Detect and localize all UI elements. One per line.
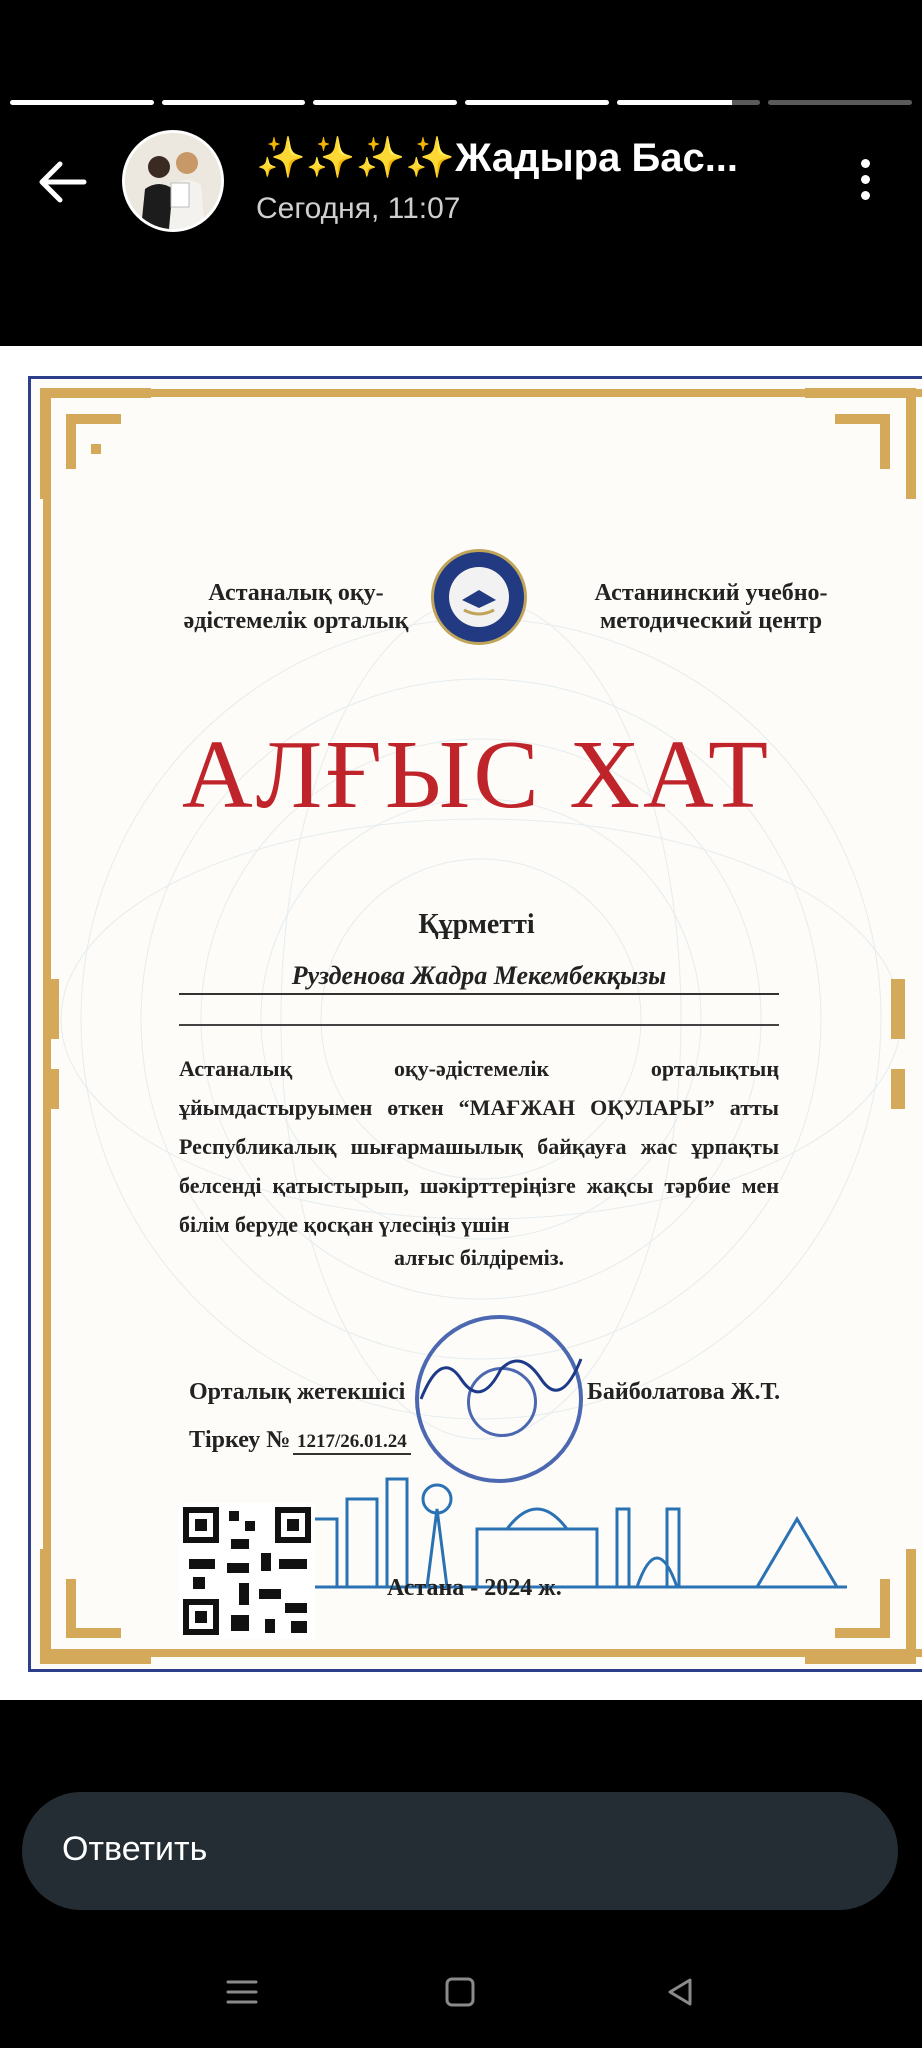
- progress-segment: [162, 100, 306, 105]
- system-back-button[interactable]: [660, 1972, 700, 2012]
- story-timestamp: Сегодня, 11:07: [256, 192, 461, 225]
- registration-number: 1217/26.01.24: [293, 1431, 411, 1455]
- center-logo-icon: [431, 549, 527, 645]
- back-button[interactable]: [34, 154, 90, 210]
- signature-icon: [401, 1339, 601, 1419]
- salutation: Құрметті: [418, 909, 535, 940]
- org-name-kz: Астаналық оқу-әдістемелік орталық: [183, 580, 409, 634]
- certificate-body: Астаналық оқу-әдістемелік орталықтың ұйымдастыруымен өткен “МАҒЖАН ОҚУЛАРЫ” атты Республикалық шығармашылық байқауға жас ұрпақты белсенді қатыстырып, шәкірттеріңізге жақсы тәрбие мен білім беруде қосқан үлесіңіз үшін: [179, 1056, 779, 1237]
- reply-placeholder: Ответить: [62, 1830, 208, 1868]
- city-year: Астана - 2024 ж.: [387, 1575, 562, 1601]
- avatar-image: [125, 133, 221, 229]
- progress-segment: [10, 100, 154, 105]
- blank-line: [179, 1024, 779, 1026]
- recipient-name: Рузденова Жадра Мекембекқызы: [179, 961, 779, 995]
- more-vertical-icon: [848, 159, 882, 200]
- back-triangle-icon: [660, 1972, 700, 2012]
- progress-segment: [768, 100, 912, 105]
- org-name-ru: Астанинский учебно-методический центр: [594, 580, 828, 634]
- recent-apps-icon: [222, 1972, 262, 2012]
- qr-code-icon: [179, 1503, 315, 1639]
- certificate: [28, 376, 922, 1672]
- reply-input[interactable]: [22, 1792, 898, 1910]
- story-header: [0, 118, 922, 238]
- progress-segment: [313, 100, 457, 105]
- progress-fill: [617, 100, 732, 105]
- arrow-left-icon: [34, 154, 90, 210]
- story-image: [0, 346, 922, 1700]
- story-author-name[interactable]: ✨✨✨✨Жадыра Бас...: [256, 136, 739, 180]
- progress-fill: [10, 100, 154, 105]
- registration-label: Тіркеу №: [189, 1427, 291, 1453]
- progress-segment: [617, 100, 761, 105]
- certificate-title: АЛҒЫС ХАТ: [181, 721, 772, 829]
- recent-apps-button[interactable]: [222, 1972, 262, 2012]
- more-button[interactable]: [848, 156, 882, 206]
- signer-name: Байболатова Ж.Т.: [587, 1379, 781, 1405]
- home-icon: [440, 1972, 480, 2012]
- author-avatar[interactable]: [122, 130, 224, 232]
- story-progress: [10, 100, 912, 106]
- progress-fill: [162, 100, 306, 105]
- signer-label: Орталық жетекшісі: [189, 1379, 406, 1405]
- certificate-body-end: алғыс білдіреміз.: [393, 1245, 565, 1270]
- astana-skyline-icon: [287, 1469, 847, 1589]
- progress-fill: [313, 100, 457, 105]
- system-navigation-bar: [0, 1960, 922, 2020]
- home-button[interactable]: [440, 1972, 480, 2012]
- progress-segment: [465, 100, 609, 105]
- progress-fill: [465, 100, 609, 105]
